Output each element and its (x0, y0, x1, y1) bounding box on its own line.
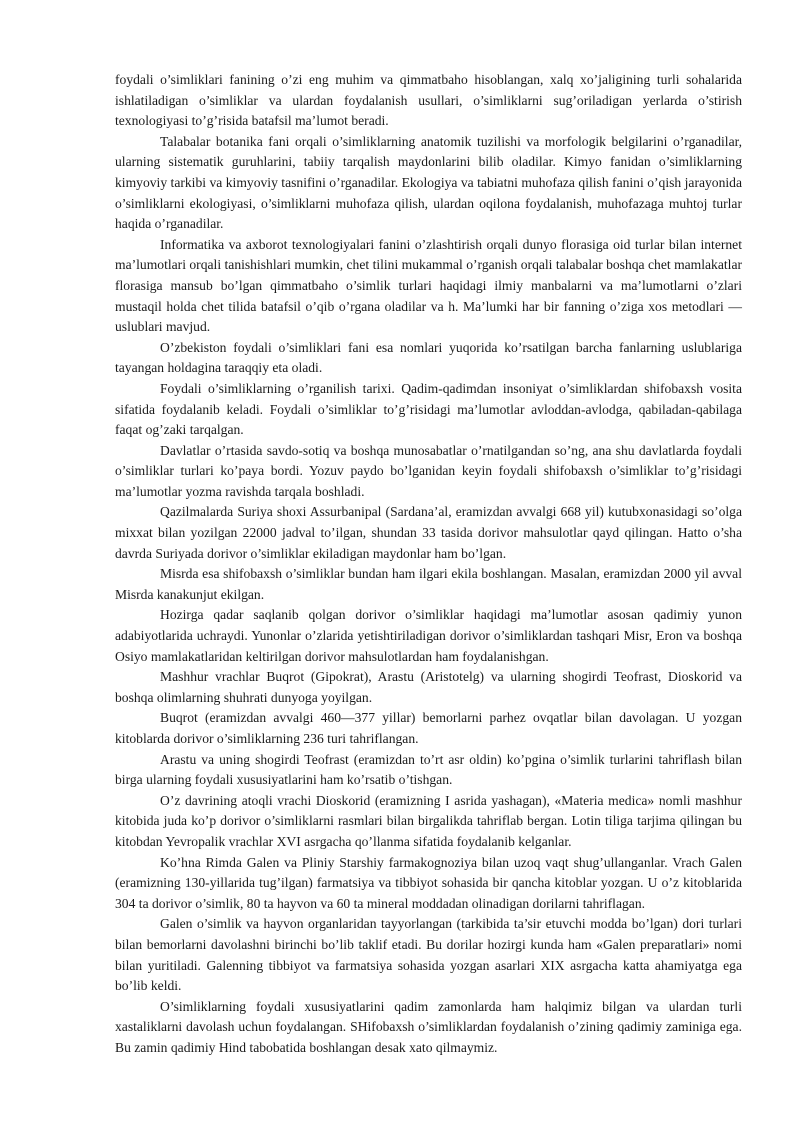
paragraph: Informatika va axborot texnologiyalari fanini o’zlashtirish orqali dunyo florasiga oid turlar bilan internet ma’lumotlari orqali tanishishlari mumkin, chet tilini mukammal o’rganish orqali talabalar boshqa chet mamlakatlar florasiga mansub bo’lgan qimmatbaho o’simlik turlari haqidagi ilmiy manbalarni va ma’lumotlarni o’zlari mustaqil holda chet tilida batafsil o’qib o’rgana oladilar va h. Ma’lumki har bir fanning o’ziga xos metodlari — uslublari mavjud. (115, 236, 742, 335)
paragraph: O’simliklarning foydali xususiyatlarini qadim zamonlarda ham halqimiz bilgan va ulardan turli xastaliklarni davolash uchun foydalangan. SHifobaxsh o’simliklardan foydalanish o’zining qadimiy zaminiga ega. Bu zamin qadimiy Hind tabobatida boshlangan desak xato qilmaymiz. (115, 998, 742, 1055)
paragraph: Davlatlar o’rtasida savdo-sotiq va boshqa munosabatlar o’rnatilgandan so’ng, ana shu davlatlarda foydali o’simliklar turlari ko’paya bordi. Yozuv paydo bo’lganidan keyin foydali shifobaxsh o’simliklar to’g’risidagi ma’lumotlar yozma ravishda tarqala boshladi. (115, 442, 742, 499)
paragraph: Buqrot (eramizdan avvalgi 460—377 yillar) bemorlarni parhez ovqatlar bilan davolagan. U yozgan kitoblarda dorivor o’simliklarning 236 turi tahriflangan. (115, 710, 742, 746)
paragraph: Galen o’simlik va hayvon organlaridan tayyorlangan (tarkibida ta’sir etuvchi modda bo’lgan) dori turlari bilan bemorlarni davolashni birinchi bo’lib taklif etadi. Bu dorilar hozirgi kunda ham «Galen preparatlari» nomi bilan yuritiladi. Galenning tibbiyot va farmatsiya sohasida yozgan asarlari XIX asrgacha katta ahamiyatga ega bo’lib keldi. (115, 916, 742, 994)
paragraph-history-heading: Foydali o’simliklarning o’rganilish tarixi. Qadim-qadimdan insoniyat o’simliklardan shifobaxsh vosita sifatida foydalanib keladi. Foydali o’simliklar to’g’risidagi ma’lumotlar avloddan-avlodga, qabiladan-qabilaga faqat og’zaki tarqalgan. (115, 380, 742, 438)
paragraph: Arastu va uning shogirdi Teofrast (eramizdan to’rt asr oldin) ko’pgina o’simlik turlarini tahriflash bilan birga ularning foydali xususiyatlarini ham ko’rsatib o’tishgan. (115, 751, 742, 788)
paragraph: Mashhur vrachlar Buqrot (Gipokrat), Arastu (Aristotelg) va ularning shogirdi Teofrast, Dioskorid va boshqa olimlarning shuhrati dunyoga yoyilgan. (115, 669, 742, 705)
paragraph: O’z davrining atoqli vrachi Dioskorid (eramizning I asrida yashagan), «Materia medica» nomli mashhur kitobida juda ko’p dorivor o’simliklarni rasmlari bilan birgalikda tahriflab bergan. Lotin tiliga tarjima qilingan bu kitobdan Yevropalik vrachlar XVI asrgacha qo’llanma sifatida foydalanib kelganlar. (115, 792, 742, 849)
paragraph: Qazilmalarda Suriya shoxi Assurbanipal (Sardana’al, eramizdan avvalgi 668 yil) kutubxonasidagi so’olga mixxat bilan yozilgan 22000 jadval to’ilgan, shundan 33 tasida dorivor mahsulotlar qayd qilingan. Hatto o’sha davrda Suriyada dorivor o’simliklar ekiladigan maydonlar ham bo’lgan. (115, 504, 742, 561)
paragraph: Hozirga qadar saqlanib qolgan dorivor o’simliklar haqidagi ma’lumotlar asosan qadimiy yunon adabiyotlarida uchraydi. Yunonlar o’zlarida yetishtiriladigan dorivor o’simliklardan tashqari Misr, Eron va boshqa Osiyo mamlakatlaridan keltirilgan dorivor mahsulotlardan ham foydalanishgan. (115, 607, 742, 664)
paragraph: foydali o’simliklari fanining o’zi eng muhim va qimmatbaho hisoblangan, xalq xo’jaligining turli sohalarida ishlatiladigan o’simliklar va ulardan foydalanish usullari, o’simliklarni sug’oriladigan yerlarda o’stirish texnologiyasi to’g’risida batafsil ma’lumot beradi. (115, 72, 742, 129)
paragraph: O’zbekiston foydali o’simliklari fani esa nomlari yuqorida ko’rsatilgan barcha fanlarning uslublariga tayangan holdagina taraqqiy eta oladi. (115, 339, 742, 376)
paragraph: Talabalar botanika fani orqali o’simliklarning anatomik tuzilishi va morfologik belgilarini o’rganadilar, ularning sistematik guruhlarini, tabiiy tarqalish maydonlarini bilib oladilar. Kimyo fanidan o’simliklarning kimyoviy tarkibi va kimyoviy tasnifini o’rganadilar. Ekologiya va tabiatni muhofaza qilish fanini o’qish jarayonida o’simliklarni ekologiyasi, o’simliklarni muhofaza qilish, ulardan oqilona foydalanish, muhofazaga muhtoj turlar haqida o’rganadilar. (115, 133, 742, 232)
paragraph: Ko’hna Rimda Galen va Pliniy Starshiy farmakognoziya bilan uzoq vaqt shug’ullanganlar. Vrach Galen (eramizning 130-yillarida tug’ilgan) farmatsiya va tibbiyot sohasida bir qancha kitoblar yozgan. U o’z kitoblarida 304 ta dorivor o’simlik, 80 ta hayvon va 60 ta mineral moddadan olinadigan dorilarni tahriflagan. (115, 854, 742, 911)
paragraph: Misrda esa shifobaxsh o’simliklar bundan ham ilgari ekila boshlangan. Masalan, eramizdan 2000 yil avval Misrda kanakunjut ekilgan. (115, 566, 742, 602)
